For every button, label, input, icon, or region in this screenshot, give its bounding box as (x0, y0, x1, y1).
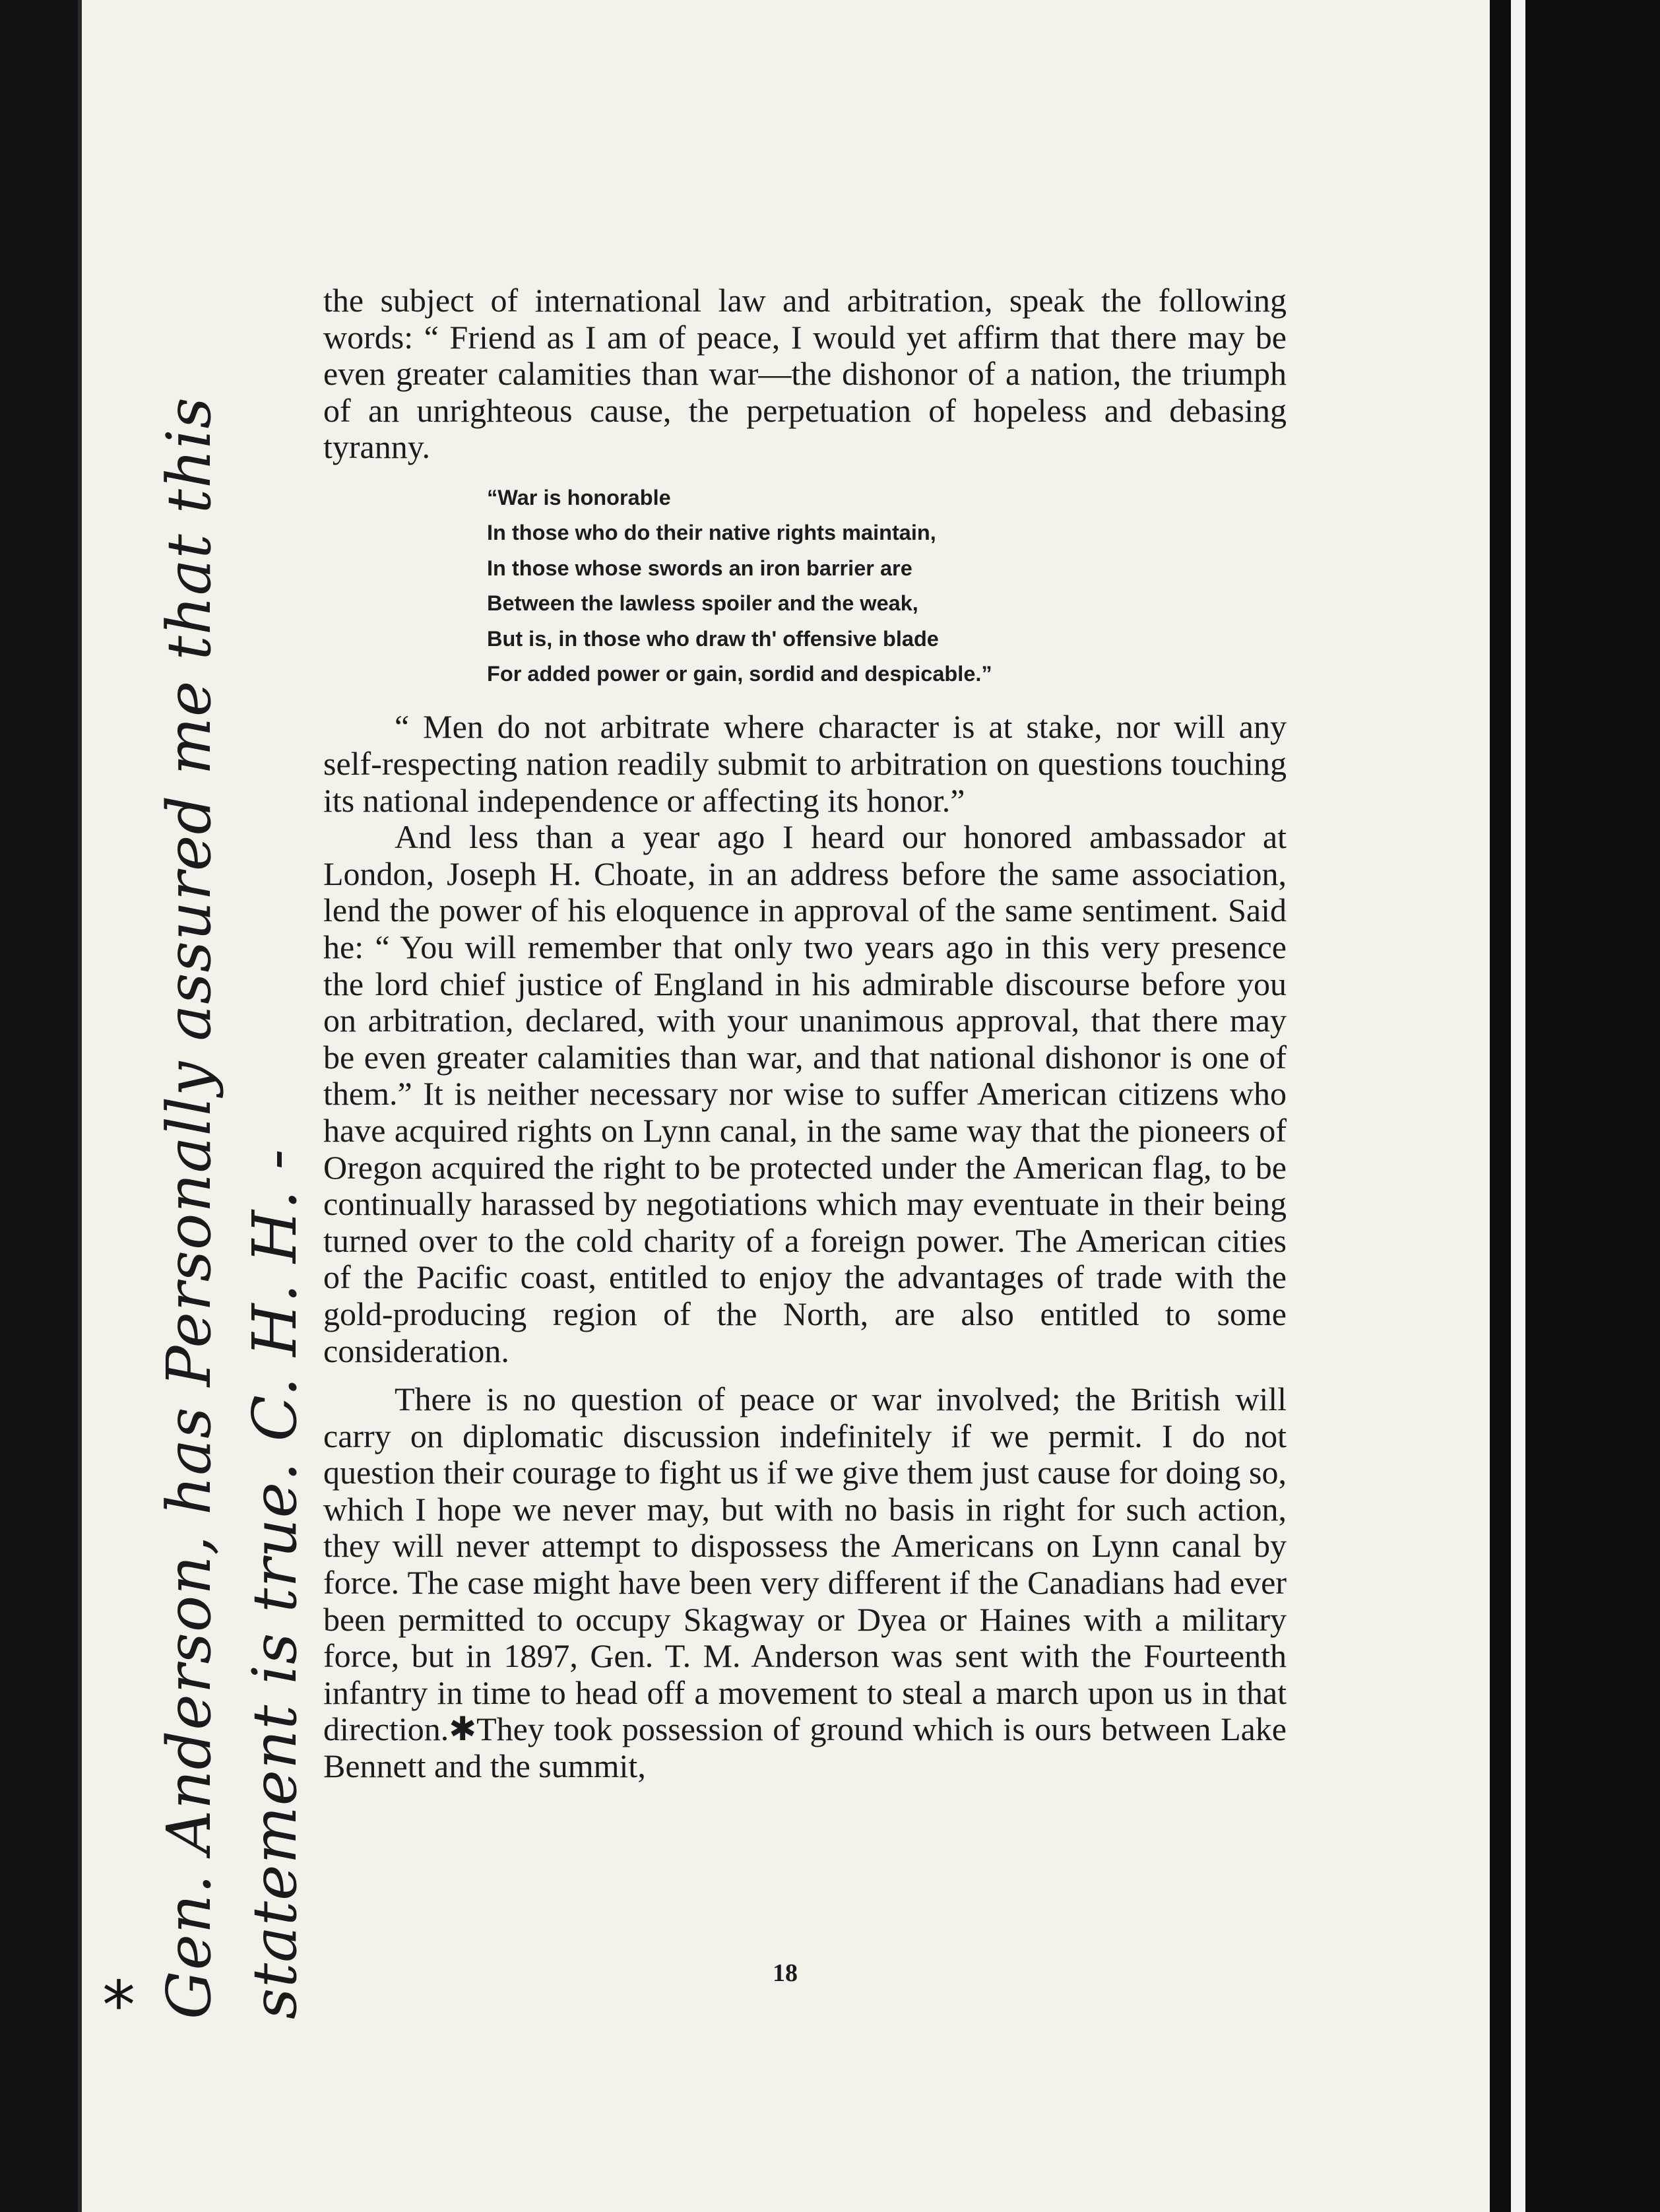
verse-line: “War is honorable (487, 485, 671, 509)
verse-line: For added power or gain, sordid and despicable.” (487, 662, 992, 686)
left-scan-border (0, 0, 78, 2212)
verse-quote (487, 480, 1287, 692)
handwritten-note-line-1: Gen. Anderson, has Personally assured me that this (154, 397, 224, 2019)
page-number: 18 (773, 1959, 798, 1987)
paragraph-gap (323, 1369, 1287, 1381)
paragraph: “ Men do not arbitrate where character is at stake, nor will any self-respecting nation readily submit to arbitration on questions touching its national independence or affecting its honor.” (323, 708, 1287, 819)
paragraph: There is no question of peace or war involved; the British will carry on diplomatic discussion indefinitely if we permit. I do not question their courage to fight us if we give them just cause for doing so, which I hope we never may, but with no basis in right for such action, they will never attempt to dispossess the Americans on Lynn canal by force. The case might have been very different if the Canadians had ever been permitted to occupy Skagway or Dyea or Haines with a military force, but in 1897, Gen. T. M. Anderson was sent with the Fourteenth infantry in time to head off a movement to steal a march upon us in that direction.✱They took possession of ground which is ours between Lake Bennett and the summit, (323, 1381, 1287, 1785)
verse-line: Between the lawless spoiler and the weak, (487, 591, 918, 616)
paragraph: And less than a year ago I heard our honored ambassador at London, Joseph H. Choate, in an address before the same association, lend the power of his eloquence in approval of the same sentiment. Said he: “ You will remember that only two years ago in this very presence the lord chief justice of England in his admirable discourse before you on arbitration, declared, with your unanimous approval, that there may be even greater calamities than war, and that national dishonor is one of them.” It is neither necessary nor wise to suffer American citizens who have acquired rights on Lynn canal, in the same way that the pioneers of Oregon acquired the right to be protected under the American flag, to be continually harassed by negotiations which may eventuate in their being turned over to the cold charity of a foreign power. The American cities of the Pacific coast, entitled to enjoy the advantages of trade with the gold-producing region of the North, are also entitled to some consideration. (323, 818, 1287, 1369)
verse-line: In those who do their native rights maintain, (487, 521, 936, 545)
verse-line: In those whose swords an iron barrier are (487, 556, 912, 580)
verse-line: But is, in those who draw th' offensive blade (487, 626, 939, 651)
paragraph: the subject of international law and arbitration, speak the following words: “ Friend as I am of peace, I would yet affirm that there may be even greater calamities than war—the dishonor of a nation, the triumph of an unrighteous cause, the perpetuation of hopeless and debasing tyranny. (323, 282, 1287, 466)
handwritten-asterisk: * (102, 1967, 135, 2044)
handwritten-note-line-2: statement is true. C. H. H. - (239, 1148, 310, 2019)
adjacent-page-strip (1511, 0, 1525, 2212)
body-text (323, 282, 1287, 1785)
handwritten-margin-note (146, 396, 318, 2019)
